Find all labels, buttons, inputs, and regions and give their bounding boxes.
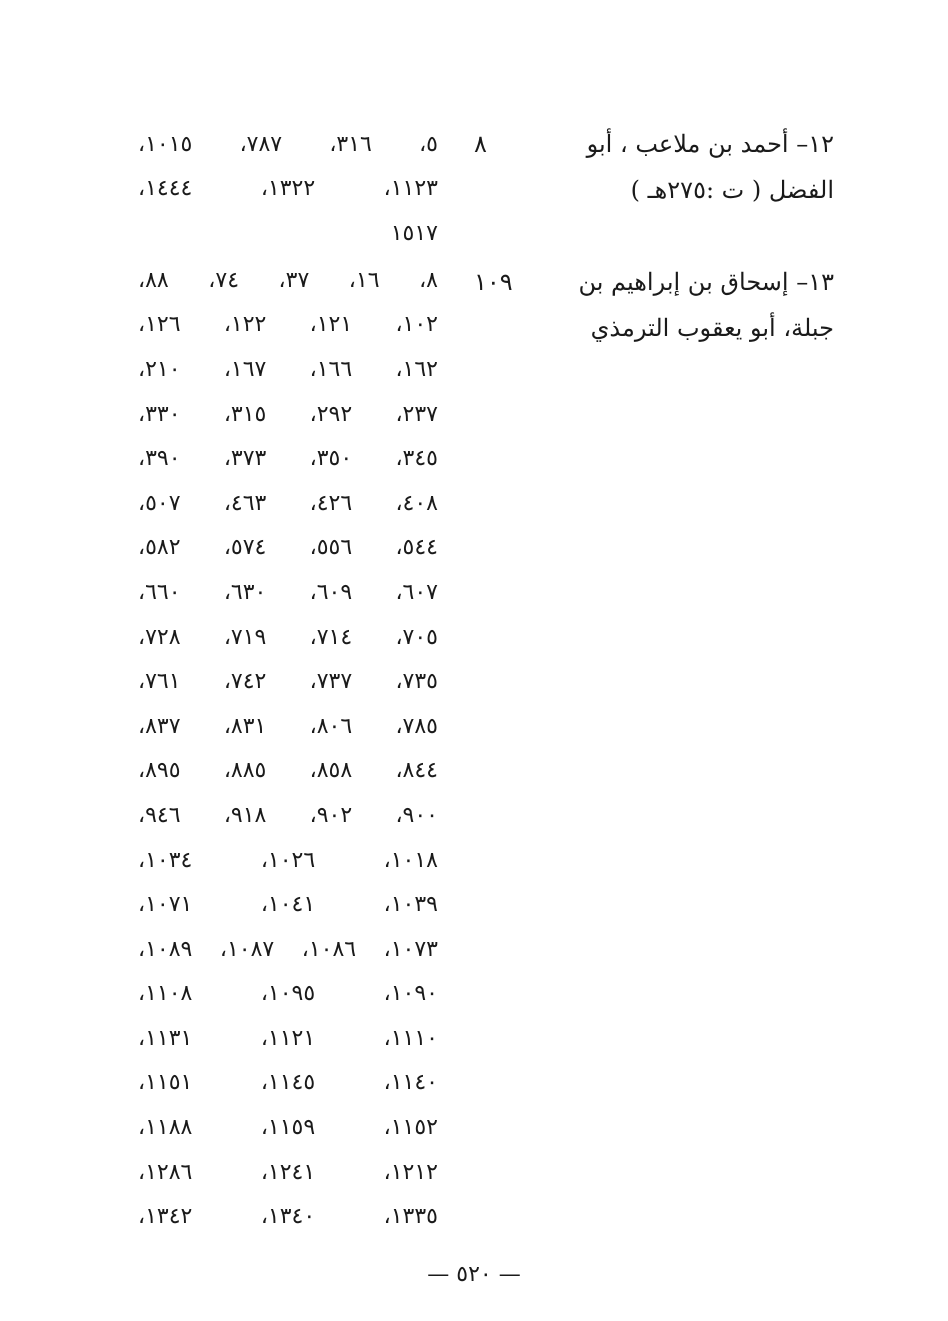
reference-row xyxy=(138,1016,438,1061)
reference-row xyxy=(138,122,438,167)
reference-number: ١٠٢، xyxy=(395,312,438,338)
reference-number: ١٢٦، xyxy=(138,312,181,338)
reference-row xyxy=(138,793,438,838)
reference-number: ٢١٠، xyxy=(138,356,181,382)
reference-number: ٩١٨، xyxy=(223,802,267,828)
entry-13-count: ١٠٩ xyxy=(474,268,513,296)
reference-number: ١١٥٢، xyxy=(383,1115,438,1141)
reference-number: ٨٩٥، xyxy=(138,758,181,784)
reference-number: ٢٣٧، xyxy=(395,401,438,427)
reference-row xyxy=(138,1150,438,1195)
reference-number: ١٤٤٤، xyxy=(138,176,193,202)
reference-row xyxy=(138,927,438,972)
reference-number: ١١٥١، xyxy=(138,1070,193,1096)
reference-number: ١١١٠، xyxy=(383,1025,438,1051)
reference-number: ٩٤٦، xyxy=(138,802,181,828)
reference-number: ١١٤٥، xyxy=(260,1070,316,1096)
reference-row xyxy=(138,615,438,660)
reference-row xyxy=(138,972,438,1017)
reference-number: ٩٠٠، xyxy=(395,802,438,828)
reference-number: ٨، xyxy=(419,267,438,293)
reference-number: ١٣٢٢، xyxy=(260,176,316,202)
reference-number: ١٢١٢، xyxy=(383,1159,438,1185)
reference-number: ٤٠٨، xyxy=(395,490,438,516)
reference-number: ١١٨٨، xyxy=(138,1115,193,1141)
reference-number: ٦٣٠، xyxy=(223,579,267,605)
entry-12-name-line1: ١٢– أحمد بن ملاعب ، أبو xyxy=(586,130,834,158)
reference-row xyxy=(138,258,438,303)
reference-number: ٥٧٤، xyxy=(223,535,267,561)
reference-row xyxy=(138,481,438,526)
entry-12-count: ٨ xyxy=(474,130,487,158)
entry-12-name xyxy=(474,121,834,213)
reference-number: ٣١٥، xyxy=(223,401,267,427)
reference-number: ٥٤٤، xyxy=(395,535,438,561)
reference-number: ١٠١٥، xyxy=(138,131,193,157)
reference-number: ٧٤، xyxy=(208,267,240,293)
entry-12-references xyxy=(138,122,438,256)
reference-number: ٥٠٧، xyxy=(138,490,181,516)
reference-number: ١١٣١، xyxy=(138,1025,193,1051)
reference-row xyxy=(138,704,438,749)
reference-number: ١٠٩٥، xyxy=(260,981,316,1007)
reference-number: ٦٠٩، xyxy=(309,579,353,605)
reference-row xyxy=(138,749,438,794)
reference-number: ٤٦٣، xyxy=(223,490,267,516)
reference-number: ٦٠٧، xyxy=(395,579,438,605)
reference-number: ٥، xyxy=(419,131,438,157)
entry-13-name-line1: ١٣– إسحاق بن إبراهيم بن xyxy=(578,268,834,296)
reference-number: ١٠٤١، xyxy=(260,892,316,918)
reference-number: ١٢٢، xyxy=(223,312,267,338)
reference-number: ١٠١٨، xyxy=(383,847,438,873)
entry-13-name-line2: جبلة، أبو يعقوب الترمذي xyxy=(590,314,834,342)
reference-row xyxy=(138,347,438,392)
reference-number: ٣٧٣، xyxy=(223,446,267,472)
reference-number: ١٦٢، xyxy=(395,356,438,382)
reference-number: ١٠٨٩، xyxy=(138,936,193,962)
reference-number: ٨٣٧، xyxy=(138,713,181,739)
reference-number: ١٠٩٠، xyxy=(383,981,438,1007)
reference-number: ٣٣٠، xyxy=(138,401,181,427)
reference-number: ٣٩٠، xyxy=(138,446,181,472)
reference-number: ٧٨٥، xyxy=(395,713,438,739)
reference-number: ١١٢١، xyxy=(260,1025,316,1051)
reference-row xyxy=(138,303,438,348)
reference-row xyxy=(138,838,438,883)
reference-number: ٨٨، xyxy=(138,267,169,293)
reference-number: ١٠٣٩، xyxy=(383,892,438,918)
entry-13-name xyxy=(474,259,834,351)
reference-number: ١٢١، xyxy=(309,312,353,338)
reference-number: ٧٨٧، xyxy=(239,131,283,157)
reference-number: ٣١٦، xyxy=(329,131,372,157)
reference-row xyxy=(138,659,438,704)
reference-row xyxy=(138,167,438,212)
reference-number: ١١٢٣، xyxy=(383,176,438,202)
reference-number: ٥٥٦، xyxy=(309,535,353,561)
reference-row xyxy=(138,436,438,481)
reference-number: ٨٥٨، xyxy=(309,758,353,784)
entry-13-references xyxy=(138,258,438,1239)
reference-row xyxy=(138,882,438,927)
reference-row xyxy=(138,570,438,615)
reference-number: ١٠٧٣، xyxy=(383,936,438,962)
reference-number: ١٠٧١، xyxy=(138,892,193,918)
reference-row xyxy=(138,211,438,256)
reference-row xyxy=(138,526,438,571)
reference-number: ٨٤٤، xyxy=(395,758,438,784)
reference-number: ٢٩٢، xyxy=(309,401,353,427)
reference-row xyxy=(138,1061,438,1106)
reference-number: ١١٥٩، xyxy=(260,1115,316,1141)
reference-number: ١٦، xyxy=(348,267,380,293)
reference-number: ٣٧، xyxy=(278,267,310,293)
reference-number: ٧٦١، xyxy=(138,669,181,695)
reference-number: ١٣٤٠، xyxy=(260,1204,316,1230)
reference-number: ٧٠٥، xyxy=(395,624,438,650)
reference-number: ١٠٨٧، xyxy=(219,936,275,962)
reference-number: ١١٠٨، xyxy=(138,981,193,1007)
reference-number: ١٥١٧ xyxy=(390,220,438,246)
reference-number: ١١٤٠، xyxy=(383,1070,438,1096)
reference-row xyxy=(138,1105,438,1150)
reference-number: ٨٠٦، xyxy=(309,713,353,739)
reference-number: ٣٥٠، xyxy=(309,446,353,472)
reference-number: ١٠٨٦، xyxy=(301,936,357,962)
reference-number: ١٦٧، xyxy=(223,356,267,382)
reference-number: ٥٨٢، xyxy=(138,535,181,561)
entry-12-name-line2: الفضل ( ت :٢٧٥هـ ) xyxy=(630,176,834,204)
reference-number: ٧٣٥، xyxy=(395,669,438,695)
reference-number: ٤٢٦، xyxy=(309,490,353,516)
reference-number: ٨٨٥، xyxy=(223,758,267,784)
page-number: — ٥٢٠ — xyxy=(427,1262,521,1287)
reference-number: ١٢٤١، xyxy=(260,1159,316,1185)
reference-number: ٧١٩، xyxy=(223,624,267,650)
reference-number: ١٦٦، xyxy=(309,356,353,382)
reference-number: ٧٣٧، xyxy=(309,669,353,695)
reference-number: ١٣٤٢، xyxy=(138,1204,193,1230)
reference-number: ٨٣١، xyxy=(223,713,267,739)
reference-number: ١٢٨٦، xyxy=(138,1159,193,1185)
reference-row xyxy=(138,392,438,437)
reference-row xyxy=(138,1194,438,1239)
reference-number: ٧١٤، xyxy=(309,624,353,650)
reference-number: ٧٤٢، xyxy=(223,669,267,695)
reference-number: ٩٠٢، xyxy=(309,802,353,828)
reference-number: ١٠٢٦، xyxy=(260,847,316,873)
reference-number: ٧٢٨، xyxy=(138,624,181,650)
reference-number: ٦٦٠، xyxy=(138,579,181,605)
reference-number: ١٣٣٥، xyxy=(383,1204,438,1230)
reference-number: ١٠٣٤، xyxy=(138,847,193,873)
reference-number: ٣٤٥، xyxy=(395,446,438,472)
